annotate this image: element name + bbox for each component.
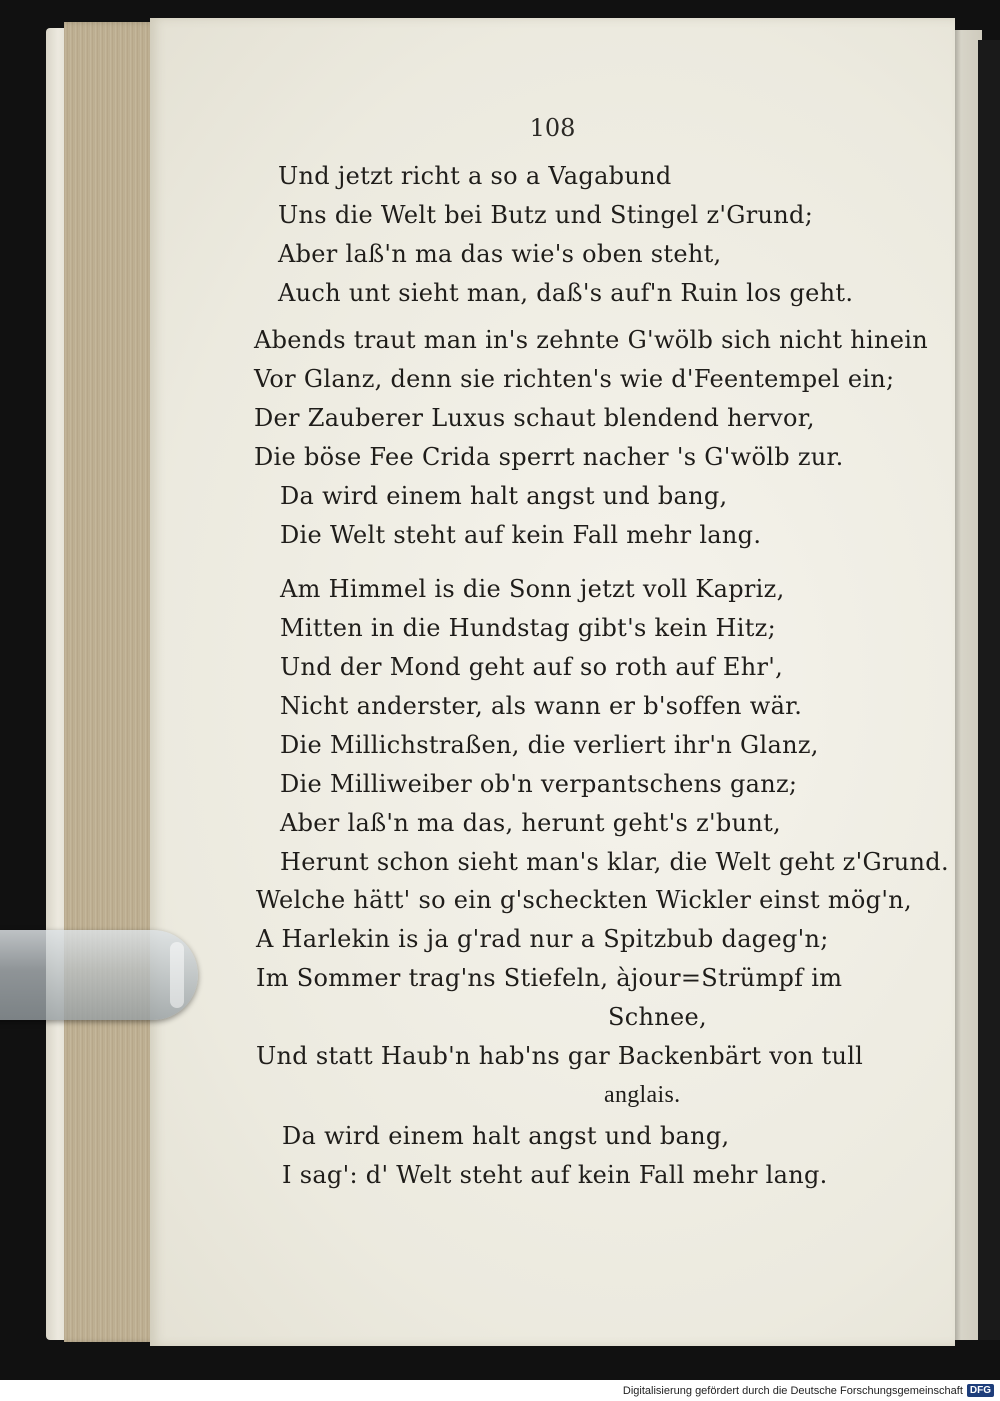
- page-edges: [64, 22, 160, 1342]
- poem-line: Abends traut man in's zehnte G'wölb sich nicht hinein: [254, 326, 928, 354]
- poem-line: Die Milliweiber ob'n verpantschens ganz;: [280, 770, 798, 798]
- poem-line: I sag': d' Welt steht auf kein Fall mehr lang.: [282, 1161, 828, 1189]
- poem-line: Da wird einem halt angst und bang,: [282, 1122, 730, 1150]
- poem-line: Herunt schon sieht man's klar, die Welt geht z'Grund.: [280, 848, 949, 876]
- poem-line: Im Sommer trag'ns Stiefeln, àjour=Strümpf im: [256, 964, 843, 992]
- poem-line: anglais.: [604, 1082, 681, 1108]
- poem-line: Nicht anderster, als wann er b'soffen wär.: [280, 692, 803, 720]
- book-page: [150, 18, 955, 1346]
- poem-line: Aber laß'n ma das wie's oben steht,: [278, 240, 722, 268]
- poem-line: Welche hätt' so ein g'scheckten Wickler einst mög'n,: [256, 886, 912, 914]
- glass-page-weight: [0, 930, 198, 1020]
- dfg-logo: DFG: [967, 1384, 994, 1397]
- poem-line: Der Zauberer Luxus schaut blendend hervor,: [254, 404, 815, 432]
- poem-line: Schnee,: [608, 1003, 707, 1031]
- poem-line: Und der Mond geht auf so roth auf Ehr',: [280, 653, 784, 681]
- poem-line: Da wird einem halt angst und bang,: [280, 482, 728, 510]
- poem-line: Und statt Haub'n hab'ns gar Backenbärt von tull: [256, 1042, 864, 1070]
- background: [978, 40, 1000, 1340]
- poem-line: Die Millichstraßen, die verliert ihr'n Glanz,: [280, 731, 819, 759]
- poem-line: Die böse Fee Crida sperrt nacher 's G'wölb zur.: [254, 443, 844, 471]
- page-number: 108: [529, 114, 576, 142]
- poem-line: Uns die Welt bei Butz und Stingel z'Grund;: [278, 201, 814, 229]
- poem-line: Auch unt sieht man, daß's auf'n Ruin los geht.: [278, 279, 854, 307]
- footer-credit: Digitalisierung gefördert durch die Deutsche Forschungsgemeinschaft: [622, 1384, 963, 1397]
- poem-line: Aber laß'n ma das, herunt geht's z'bunt,: [280, 809, 781, 837]
- poem-line: Und jetzt richt a so a Vagabund: [278, 162, 672, 190]
- poem-line: Vor Glanz, denn sie richten's wie d'Feentempel ein;: [254, 365, 895, 393]
- poem-line: A Harlekin is ja g'rad nur a Spitzbub dageg'n;: [256, 925, 829, 953]
- poem-line: Die Welt steht auf kein Fall mehr lang.: [280, 521, 762, 549]
- digitization-footer: [0, 1380, 1000, 1401]
- poem-line: Mitten in die Hundstag gibt's kein Hitz;: [280, 614, 777, 642]
- poem-line: Am Himmel is die Sonn jetzt voll Kapriz,: [280, 575, 785, 603]
